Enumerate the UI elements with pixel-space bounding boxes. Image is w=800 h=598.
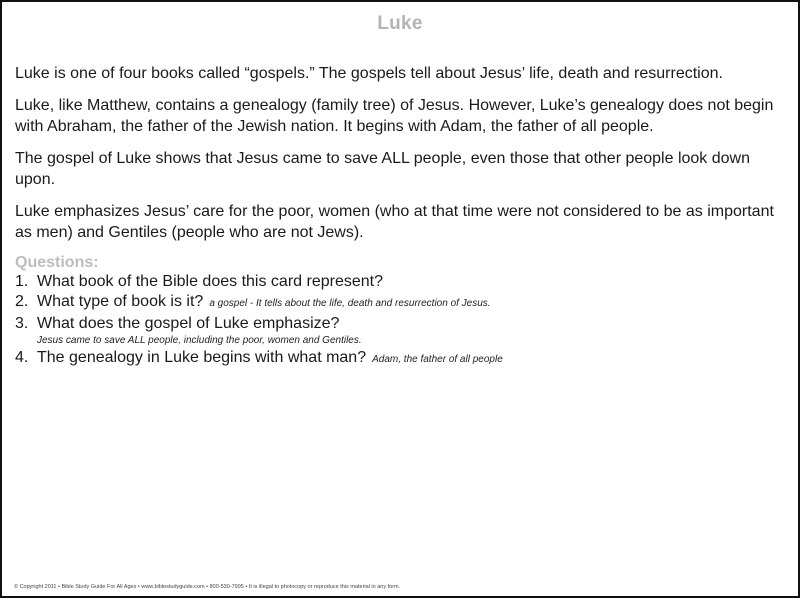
paragraph-3: The gospel of Luke shows that Jesus came to save ALL people, even those that other people look down upon. (15, 150, 750, 188)
copyright-footer: © Copyright 2011 • Bible Study Guide For All Ages • www.biblestudyguide.com • 800-530-7995 • It is illegal to photocopy or reproduce this material in any form. (14, 584, 401, 590)
question-number: 3. (15, 315, 29, 332)
paragraph-2: Luke, like Matthew, contains a genealogy (family tree) of Jesus. However, Luke’s genealogy does not begin with Abraham, the father of the Jewish nation. It begins with Adam, the father of all people. (15, 97, 774, 135)
question-3 (15, 314, 785, 334)
question-number: 2. (15, 293, 29, 310)
paragraph-1: Luke is one of four books called “gospels.” The gospels tell about Jesus’ life, death and resurrection. (15, 65, 723, 82)
card-body (15, 63, 785, 370)
page-title: Luke (377, 13, 423, 34)
paragraph-4: Luke emphasizes Jesus’ care for the poor, women (who at that time were not considered to be as important as men) and Gentiles (people who are not Jews). (15, 203, 774, 241)
question-text: What does the gospel of Luke emphasize? (37, 315, 340, 332)
question-text: The genealogy in Luke begins with what man? (37, 349, 367, 366)
question-text: What type of book is it? (37, 293, 204, 310)
question-text: What book of the Bible does this card represent? (37, 273, 383, 290)
questions-heading: Questions: (15, 254, 99, 271)
question-number: 1. (15, 273, 29, 290)
question-4 (15, 348, 785, 370)
answer-text: Adam, the father of all people (372, 354, 503, 365)
answer-text: a gospel - It tells about the life, death and resurrection of Jesus. (209, 298, 491, 309)
answer-text: Jesus came to save ALL people, including the poor, women and Gentiles. (37, 335, 362, 346)
questions-list (15, 272, 785, 370)
question-1 (15, 272, 785, 292)
question-number: 4. (15, 349, 29, 366)
question-2 (15, 292, 785, 314)
